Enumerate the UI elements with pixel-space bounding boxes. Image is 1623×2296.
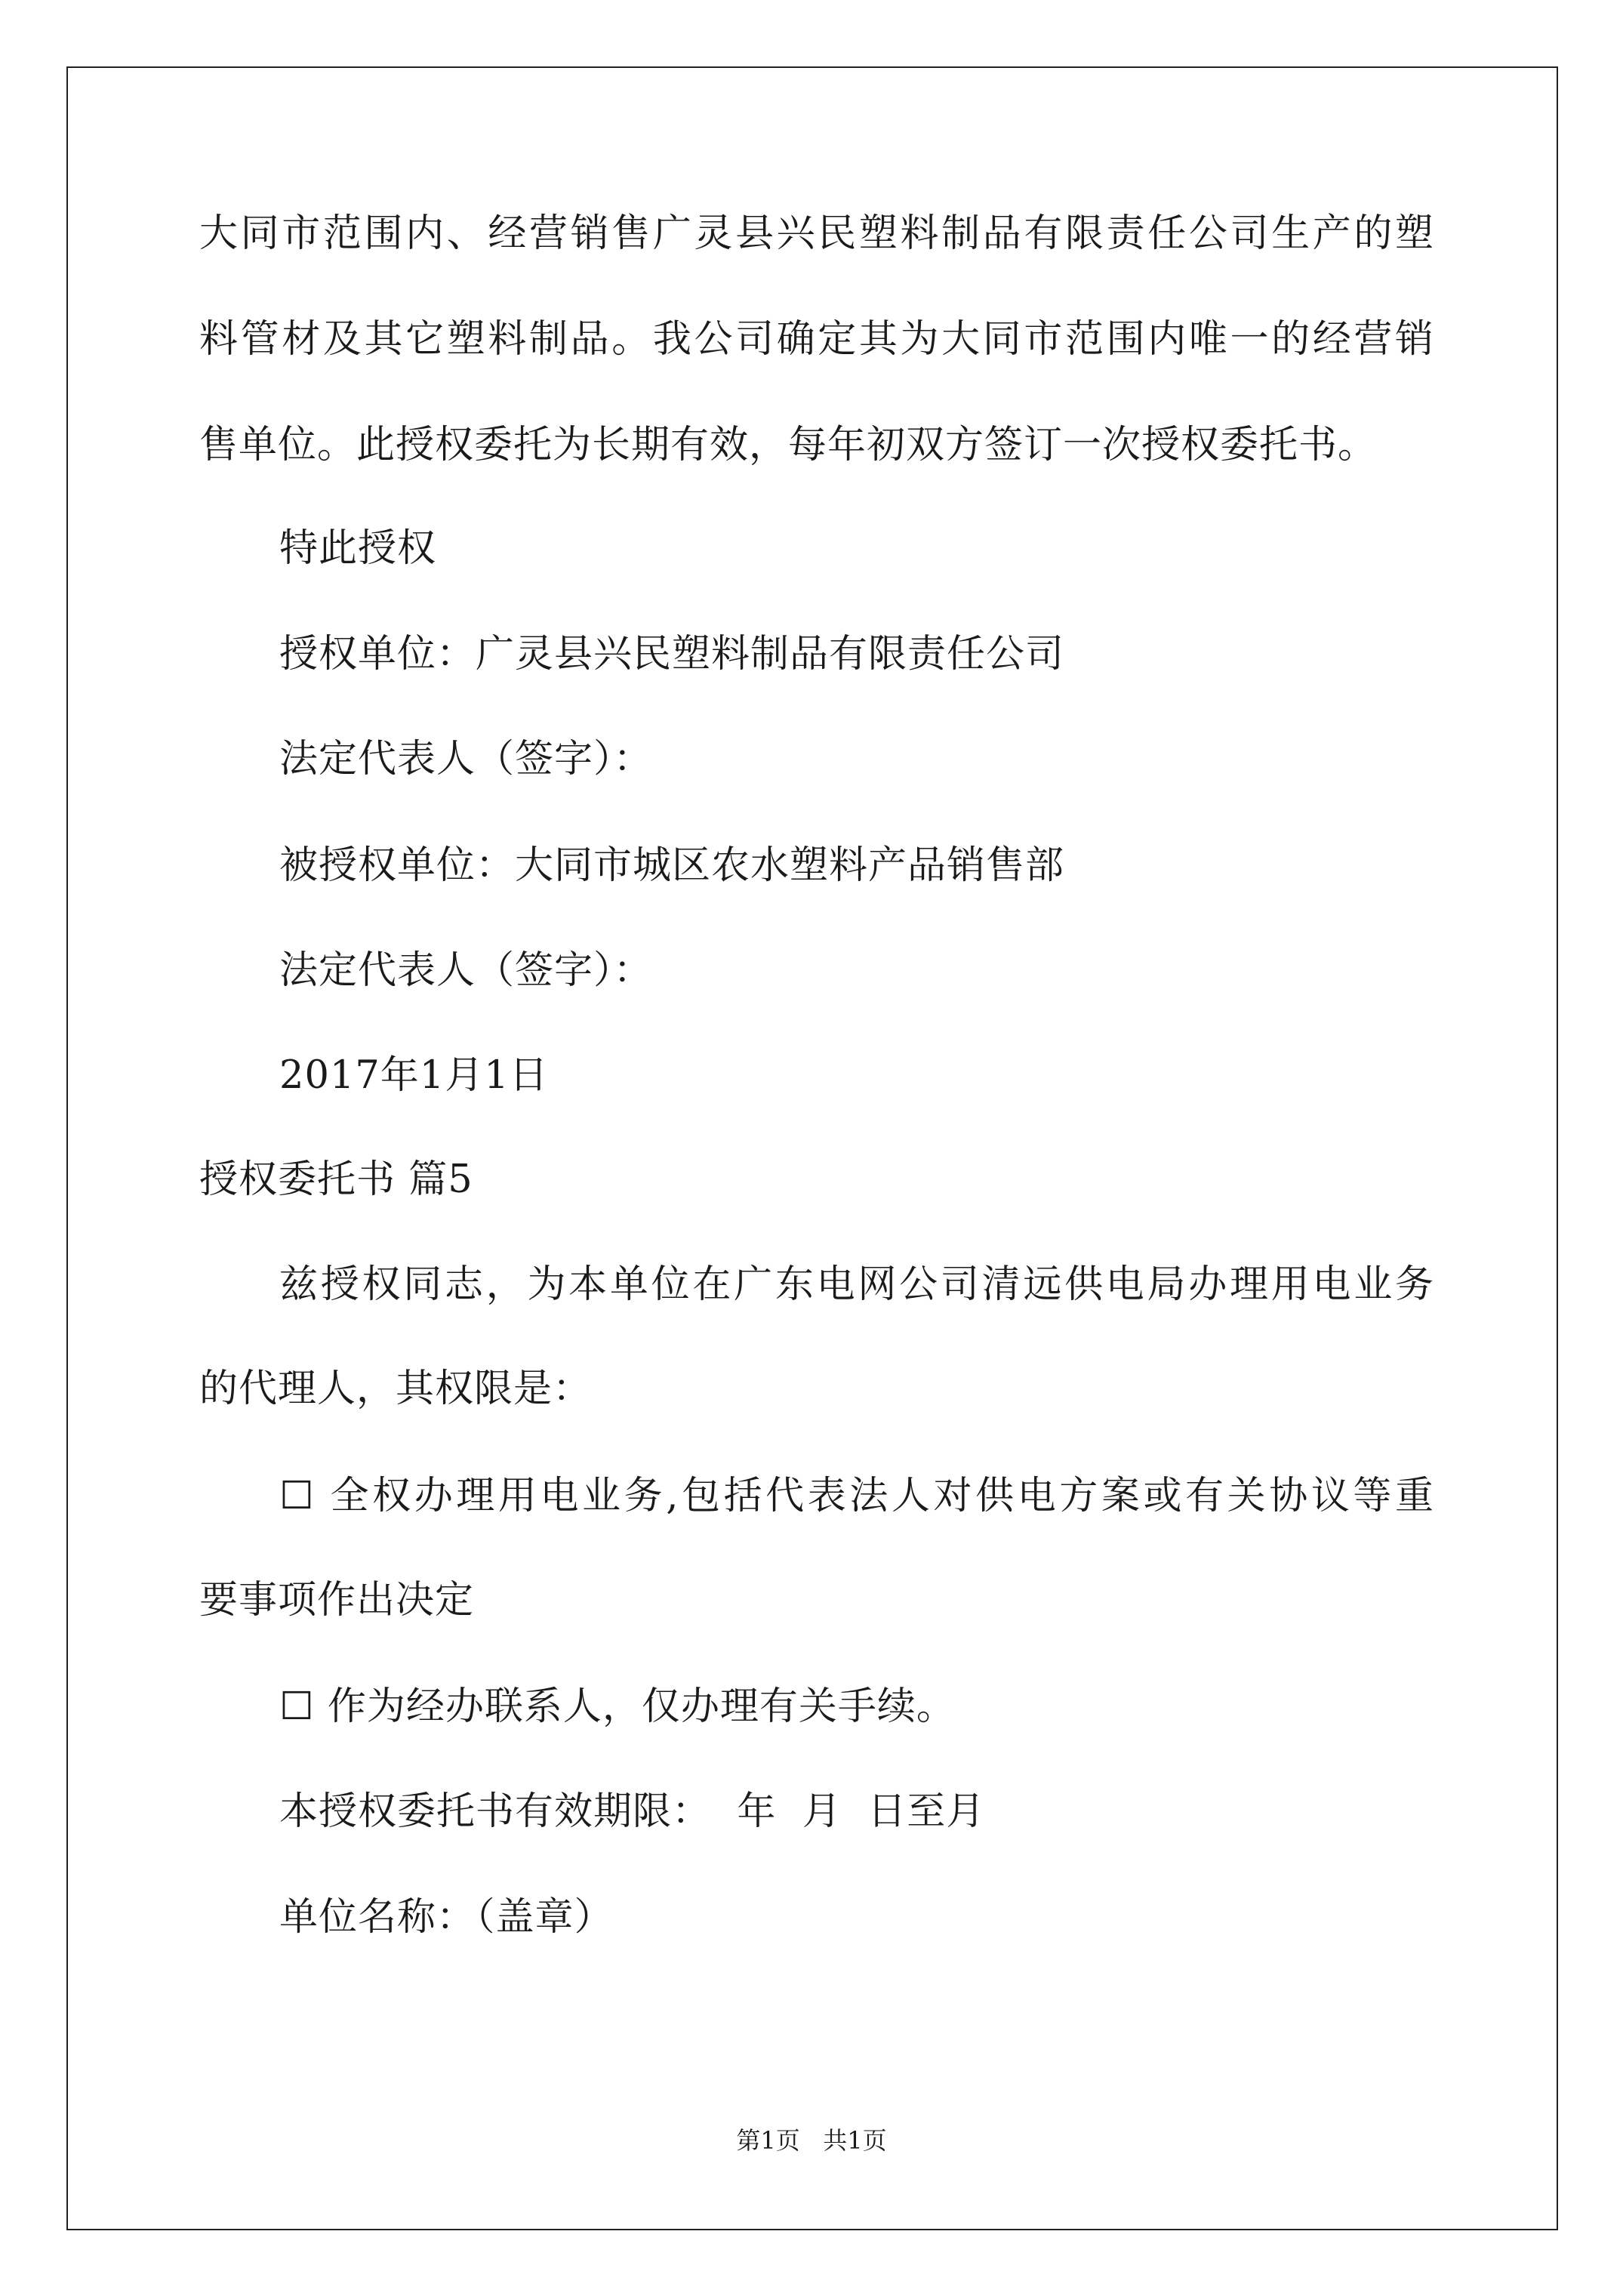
section-heading: 授权委托书 篇5 (199, 1157, 473, 1202)
option-contact-only: ☐ 作为经办联系人，仅办理有关手续。 (279, 1684, 956, 1729)
option-full-authority: ☐ 全权办理用电业务,包括代表法人对供电方案或有关协议等重 (279, 1474, 1434, 1518)
date: 2017年1月1日 (279, 1053, 549, 1098)
authorized-unit: 被授权单位：大同市城区农水塑料产品销售部 (279, 843, 1065, 888)
legal-representative-signature-1: 法定代表人（签字）： (279, 737, 653, 781)
body-line-1: 大同市范围内、经营销售广灵县兴民塑料制品有限责任公司生产的塑 (199, 211, 1434, 256)
body-line-2: 料管材及其它塑料制品。我公司确定其为大同市范围内唯一的经营销 (199, 317, 1434, 362)
authorizing-unit: 授权单位：广灵县兴民塑料制品有限责任公司 (279, 632, 1065, 676)
unit-name-seal: 单位名称：（盖章） (279, 1895, 614, 1940)
legal-representative-signature-2: 法定代表人（签字）： (279, 948, 653, 993)
page-footer: 第1页 共1页 (736, 2126, 887, 2155)
body-line-3: 售单位。此授权委托为长期有效，每年初双方签订一次授权委托书。 (199, 423, 1378, 467)
body-line-11: 兹授权同志，为本单位在广东电网公司清远供电局办理用电业务 (279, 1262, 1434, 1307)
body-line-12: 的代理人，其权限是： (199, 1367, 593, 1411)
validity-period: 本授权委托书有效期限： 年 月 日至月 (279, 1789, 986, 1834)
special-authorization: 特此授权 (279, 526, 437, 571)
option-full-authority-cont: 要事项作出决定 (199, 1578, 475, 1623)
